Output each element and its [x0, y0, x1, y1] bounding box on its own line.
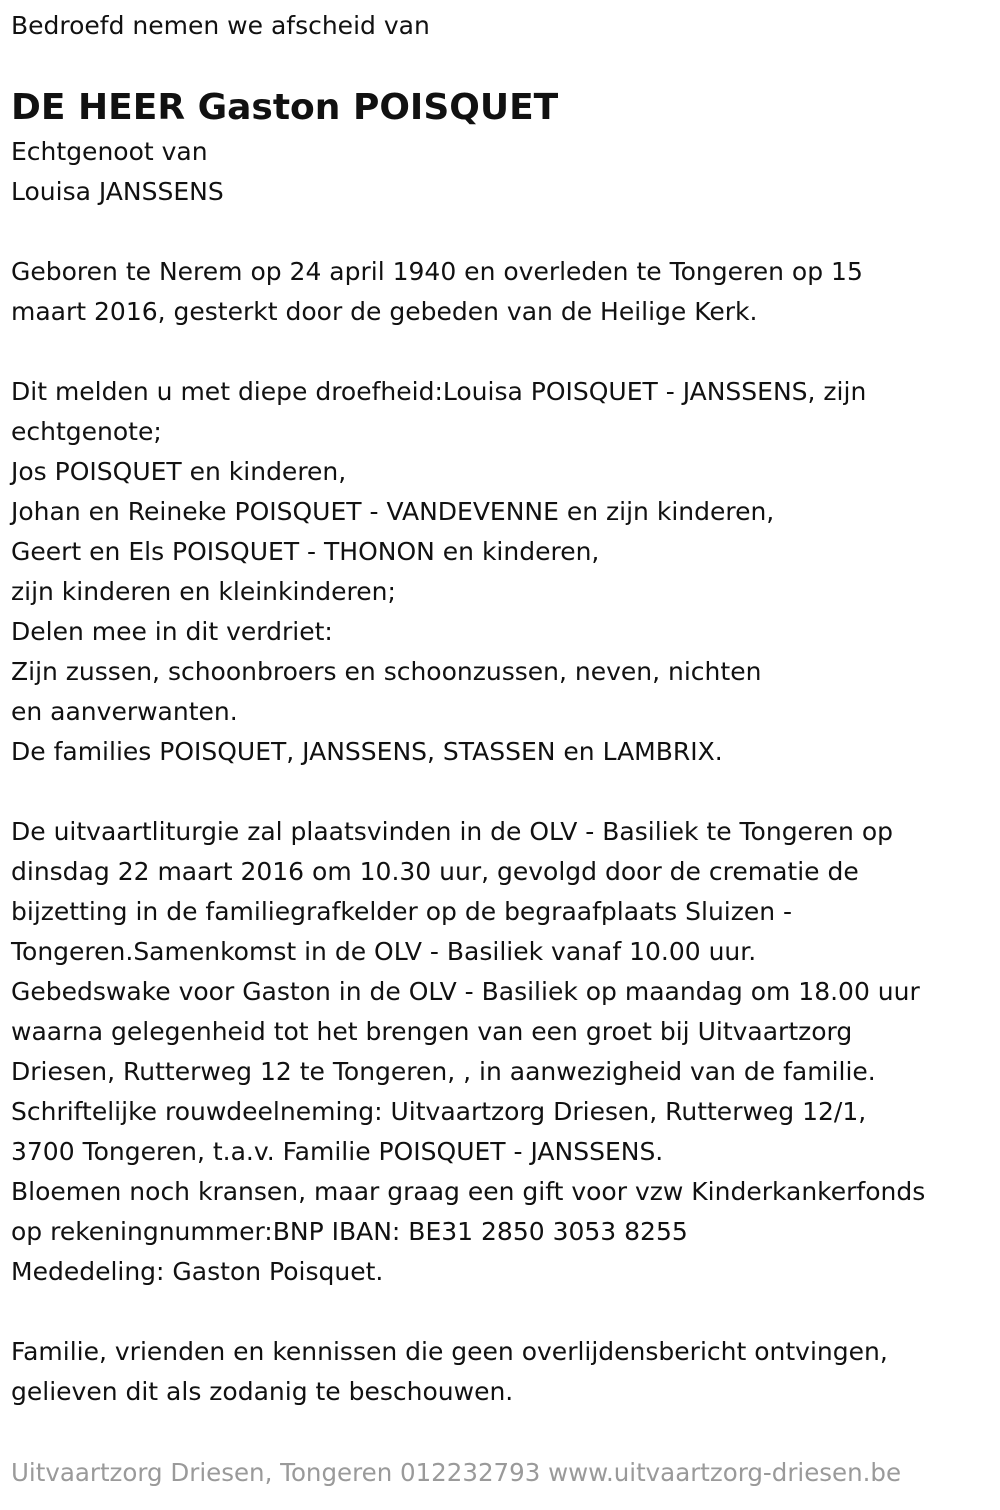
birth-death-section: [11, 252, 991, 332]
mourners-line: Geert en Els POISQUET - THONON en kinderen,: [11, 537, 600, 566]
ceremony-line: Tongeren.Samenkomst in de OLV - Basiliek vanaf 10.00 uur.: [11, 937, 757, 966]
intro-text: Bedroefd nemen we afscheid van: [11, 11, 430, 40]
ceremony-line: Schriftelijke rouwdeelneming: Uitvaartzorg Driesen, Rutterweg 12/1,: [11, 1097, 867, 1126]
closing-line: Familie, vrienden en kennissen die geen overlijdensbericht ontvingen,: [11, 1337, 888, 1366]
ceremony-line: Mededeling: Gaston Poisquet.: [11, 1257, 384, 1286]
mourners-line: echtgenote;: [11, 417, 162, 446]
birth-death-line: maart 2016, gesterkt door de gebeden van de Heilige Kerk.: [11, 297, 758, 326]
spacer: [11, 1292, 991, 1332]
ceremony-line: dinsdag 22 maart 2016 om 10.30 uur, gevolgd door de crematie de: [11, 857, 859, 886]
spouse-line: Louisa JANSSENS: [11, 177, 224, 206]
mourners-line: Dit melden u met diepe droefheid:Louisa POISQUET - JANSSENS, zijn: [11, 377, 867, 406]
mourners-line: Zijn zussen, schoonbroers en schoonzussen, neven, nichten: [11, 657, 762, 686]
mourners-line: De families POISQUET, JANSSENS, STASSEN en LAMBRIX.: [11, 737, 723, 766]
obituary-notice: [11, 6, 991, 1412]
mourners-line: Johan en Reineke POISQUET - VANDEVENNE en zijn kinderen,: [11, 497, 775, 526]
spacer: [11, 332, 991, 372]
ceremony-line: Gebedswake voor Gaston in de OLV - Basiliek op maandag om 18.00 uur: [11, 977, 920, 1006]
ceremony-line: Bloemen noch kransen, maar graag een gift voor vzw Kinderkankerfonds: [11, 1177, 926, 1206]
ceremony-section: [11, 812, 991, 1292]
closing-section: [11, 1332, 991, 1412]
mourners-line: Delen mee in dit verdriet:: [11, 617, 333, 646]
ceremony-line: op rekeningnummer:BNP IBAN: BE31 2850 3053 8255: [11, 1217, 688, 1246]
funeral-home-footer: Uitvaartzorg Driesen, Tongeren 012232793 www.uitvaartzorg-driesen.be: [11, 1458, 902, 1487]
spouse-line: Echtgenoot van: [11, 137, 208, 166]
closing-line: gelieven dit als zodanig te beschouwen.: [11, 1377, 514, 1406]
spacer: [11, 212, 991, 252]
mourners-line: zijn kinderen en kleinkinderen;: [11, 577, 396, 606]
ceremony-line: bijzetting in de familiegrafkelder op de begraafplaats Sluizen -: [11, 897, 793, 926]
mourners-section: [11, 372, 991, 772]
spacer: [11, 772, 991, 812]
ceremony-line: Driesen, Rutterweg 12 te Tongeren, , in aanwezigheid van de familie.: [11, 1057, 876, 1086]
ceremony-line: waarna gelegenheid tot het brengen van een groet bij Uitvaartzorg: [11, 1017, 853, 1046]
birth-death-line: Geboren te Nerem op 24 april 1940 en overleden te Tongeren op 15: [11, 257, 863, 286]
deceased-name: DE HEER Gaston POISQUET: [11, 87, 559, 128]
mourners-line: Jos POISQUET en kinderen,: [11, 457, 347, 486]
spouse-section: [11, 132, 991, 212]
mourners-line: en aanverwanten.: [11, 697, 238, 726]
ceremony-line: De uitvaartliturgie zal plaatsvinden in de OLV - Basiliek te Tongeren op: [11, 817, 894, 846]
ceremony-line: 3700 Tongeren, t.a.v. Familie POISQUET - JANSSENS.: [11, 1137, 664, 1166]
